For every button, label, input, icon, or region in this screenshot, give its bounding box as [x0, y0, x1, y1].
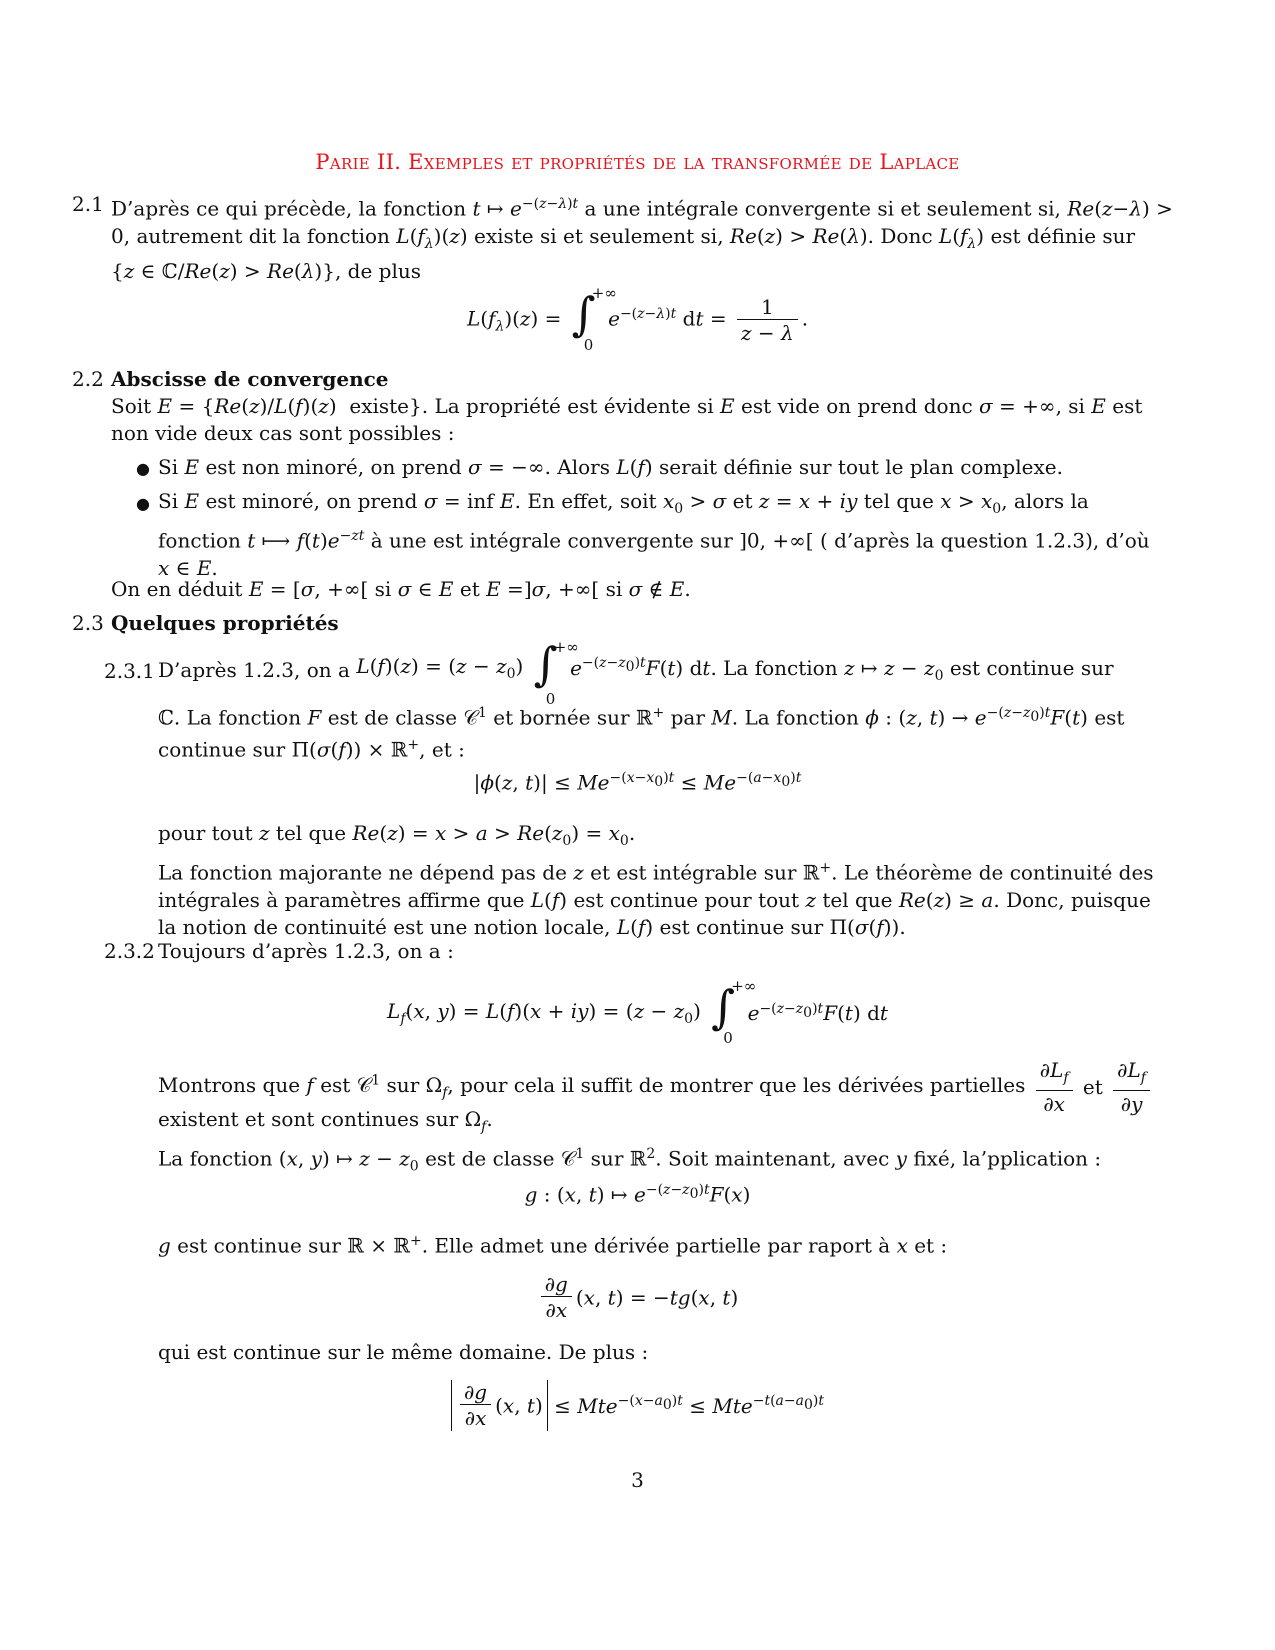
section-2-3-1-body: ℂ. La fonction F est de classe 𝒞$^1$ et bornée sur ℝ+ par M. La fonction ϕ : (z, $t) \to e^{-(z-z_0)t}F(t)$ est continue sur Π(σ(f)) × ℝ+, et : [158, 705, 1125, 762]
equation-lf-xy: $L_f(x$, $y) = L(f)(x + iy) = (z - z_0)$ ∫ +∞ 0 $e^{-(z-z_0)t}F(t)$ dt [387, 977, 888, 1047]
bullet-icon: ● [136, 459, 150, 478]
equation-laplace-f-lambda: $L(f_\lambda)(z)$ = ∫ +∞ 0 $e^{-(z-\lambda)t}$ dt = $\frac{1}{z - \lambda}$ . [466, 284, 809, 354]
section-2-3-number: 2.3 [72, 611, 104, 635]
page-number: 3 [631, 1468, 644, 1492]
bullet-item-2: Si E est minoré, on prend σ = inf E. En effet, soit $x_0 > \sigma$ et z = x + iy tel que $x > x_0$, alors la fonction t ⟼ $f(t)e^{-zt}$ à une est intégrale convergente sur ]0, +∞[ ( d’après la question 1.2.3), d’où x ∈ E. [158, 489, 1150, 580]
section-2-1-body: D’après ce qui précède, la fonction t ↦ $e^{-(z-\lambda)t}$ a une intégrale convergente si et seulement si, Re(z−λ) > 0, autrement dit la fonction $L(f_\lambda)(z)$ existe si et seulement si, Re(z) > Re(λ). Donc $L(f_\lambda)$ est définie sur {z ∈ ℂ/Re(z) > Re(λ)}, de plus [111, 196, 1173, 283]
section-2-3-1-line-1: D’après 1.2.3, on a $L(f)(z) = (z - z_0)$ ∫ +∞ 0 $e^{-(z-z_0)t}F(t)$ dt. La fonction z ↦ $z - z_0$ est continue sur [158, 637, 1114, 708]
equation-phi-bound: |ϕ(z, $t)| \le Me^{-(x-x_0)t} \le Me^{-(a-x_0)t}$ [473, 770, 802, 795]
equation-dg-bound: $\frac{\partial g}{\partial x}$ (x, t) ≤ Mte$^{-(x-a_0)t}$ ≤ Mte$^{-t(a-a_0)t}$ [0, 1380, 1275, 1431]
equation-dg-dx: $\frac{\partial g}{\partial x}$ (x, t) = −tg(x, t) [0, 1272, 1275, 1323]
bullet-item-1: Si E est non minoré, on prend σ = −∞. Alors L(f) serait définie sur tout le plan complexe. [158, 455, 1063, 479]
section-2-2-number: 2.2 [72, 367, 104, 391]
part-title: Parie II. Exemples et propriétés de la transformée de Laplace [315, 150, 960, 174]
section-2-3-2-intro: Toujours d’après 1.2.3, on a : [158, 939, 454, 963]
section-2-2-heading: Abscisse de convergence [111, 367, 389, 391]
section-2-2-conclusion: On en déduit E = [σ, +∞[ si σ ∈ E et E =]σ, +∞[ si σ ∉ E. [111, 577, 691, 601]
section-2-3-2-number: 2.3.2 [104, 939, 155, 963]
section-2-3-2-g-line: g est continue sur ℝ × ℝ+. Elle admet une dérivée partielle par raport à x et : [158, 1233, 948, 1258]
section-2-3-2-partials-line: Montrons que f est 𝒞$^1$ sur $\Omega_f$, pour cela il suffit de montrer que les dérivées partielles $\frac{\partial L_f}{\partial x}$ et $\frac{\partial L_f}{\partial y}$ [158, 1058, 1101, 1117]
section-2-3-1-number: 2.3.1 [104, 659, 155, 683]
section-2-3-2-continuation: qui est continue sur le même domaine. De plus : [158, 1340, 649, 1364]
section-2-2-body: Soit E = {Re(z)/L(f)(z) existe}. La propriété est évidente si E est vide on prend donc σ = +∞, si E est non vide deux cas sont possibles : [111, 394, 1143, 445]
section-2-3-2-body: existent et sont continues sur $\Omega_f$. La fonction (x, y) ↦ $z - z_0$ est de classe 𝒞$^1$ sur ℝ$^2$. Soit maintenant, avec y fixé, la’pplication : [158, 1107, 1102, 1175]
section-2-3-1-continuation: pour tout z tel que $Re(z) = x > a > Re(z_0) = x_0$. La fonction majorante ne dépend pas de z et est intégrable sur ℝ+. Le théorème de continuité des intégrales à paramètres affirme que L(f) est continue pour tout z tel que Re(z) ≥ a. Donc, puisque la notion de continuité est une notion locale, L(f) est continue sur Π(σ(f)). [158, 821, 1154, 939]
section-2-1-number: 2.1 [72, 192, 104, 216]
equation-g-definition: g : (x, t) ↦ $e^{-(z-z_0)t}F(x)$ [524, 1182, 751, 1207]
section-2-3-heading: Quelques propriétés [111, 611, 339, 635]
bullet-icon: ● [136, 494, 150, 513]
